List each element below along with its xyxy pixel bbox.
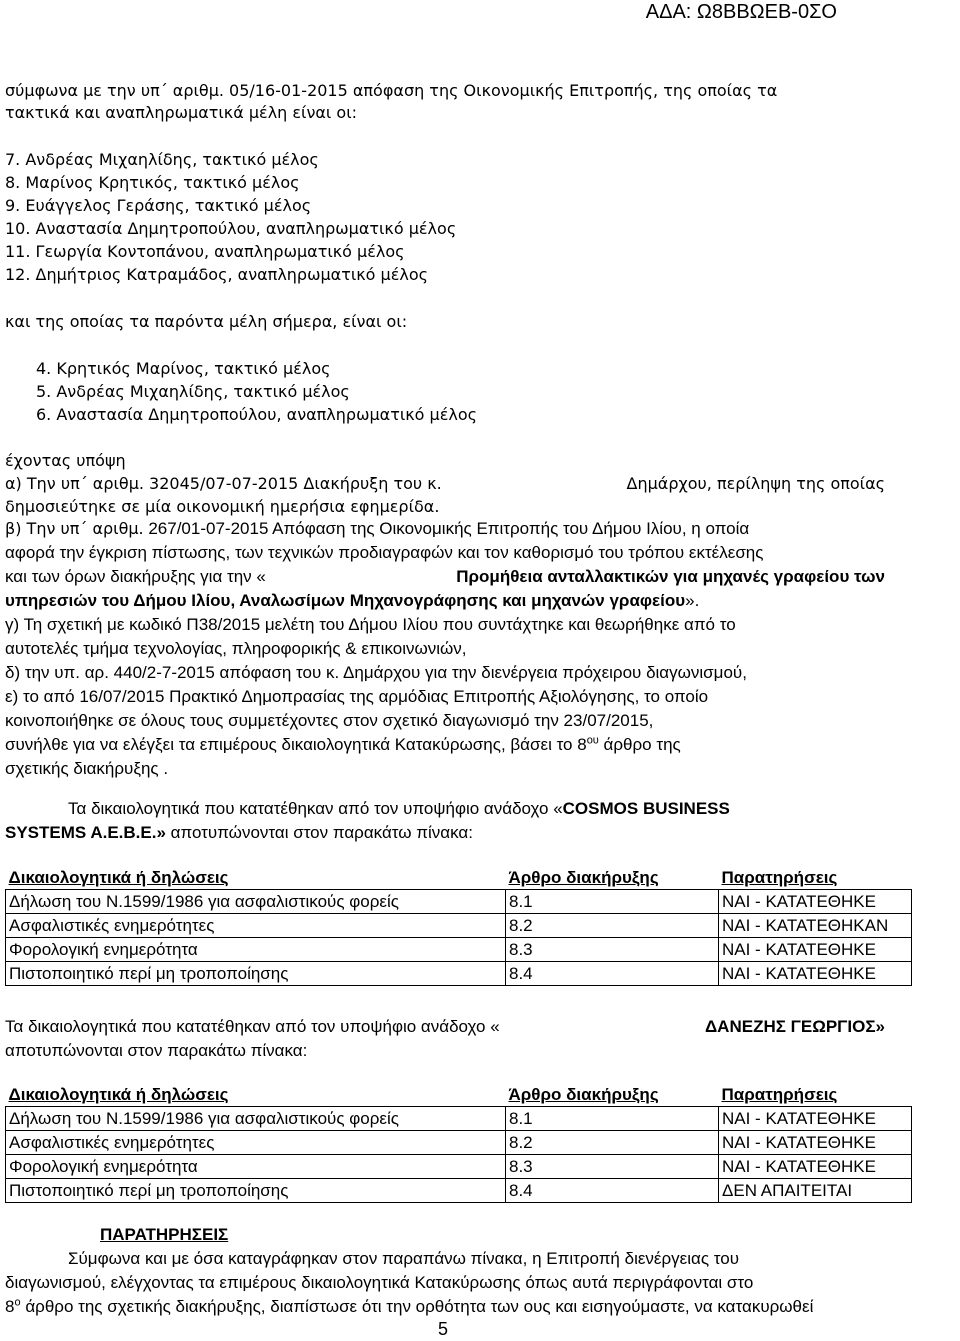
remarks-line-2: διαγωνισμού, ελέγχοντας τα επιμέρους δικαιολογητικά Κατακύρωσης όπως αυτά περιγράφονται στο xyxy=(5,1273,754,1292)
table-cell: Πιστοποιητικό περί μη τροποποίησης xyxy=(6,1179,506,1203)
danezis-line-2: αποτυπώνονται στον παρακάτω πίνακα: xyxy=(5,1041,308,1060)
table-cell: ΔΕΝ ΑΠΑΙΤΕΙΤΑΙ xyxy=(719,1179,912,1203)
item-e-line-1: ε) το από 16/07/2015 Πρακτικό Δημοπρασίας της αρμόδιας Επιτροπής Αξιολόγησης, το οποίο xyxy=(5,687,709,706)
table-cell: ΝΑΙ - ΚΑΤΑΤΕΘΗΚΕ xyxy=(719,1131,912,1155)
item-b-line-4 xyxy=(5,589,699,613)
item-c-line-2: αυτοτελές τμήμα τεχνολογίας, πληροφορικής & επικοινωνιών, xyxy=(5,639,467,658)
table-row xyxy=(6,938,912,962)
list-item: 5. Ανδρέας Μιχαηλίδης, τακτικό μέλος xyxy=(36,382,350,401)
documents-table-cosmos xyxy=(5,866,912,986)
list-item: 8. Μαρίνος Κρητικός, τακτικό μέλος xyxy=(5,173,300,192)
item-a-part-1: α) Την υπ΄ αριθμ. 32045/07-07-2015 Διακήρυξη του κ. xyxy=(5,474,442,493)
procurement-title: υπηρεσιών του Δήμου Ιλίου, Αναλωσίμων Μηχανογράφησης και μηχανών γραφείου xyxy=(5,591,686,610)
table-cell: Φορολογική ενημερότητα xyxy=(6,938,506,962)
item-e-line-3 xyxy=(5,733,681,757)
item-b-end: ». xyxy=(685,591,700,610)
item-b-text: και των όρων διακήρυξης για την « xyxy=(5,567,266,586)
considering-label: έχοντας υπόψη xyxy=(5,451,126,470)
table-header-row xyxy=(6,866,912,890)
cosmos-line-2 xyxy=(5,821,473,845)
remarks-line-3 xyxy=(5,1295,813,1319)
intro-line-2: τακτικά και αναπληρωματικά μέλη είναι οι: xyxy=(5,103,358,122)
item-b-prefix: β) Την υπ΄ αριθμ. xyxy=(5,519,144,538)
table-cell: ΝΑΙ - ΚΑΤΑΤΕΘΗΚΕ xyxy=(719,890,912,914)
item-a-line-2: δημοσιεύτηκε σε μία οικονομική ημερήσια εφημερίδα. xyxy=(5,497,440,516)
danezis-company: ΔΑΝΕΖΗΣ ΓΕΩΡΓΙΟΣ» xyxy=(704,1017,885,1036)
list-item: 9. Ευάγγελος Γεράσης, τακτικό μέλος xyxy=(5,196,312,215)
table-row xyxy=(6,890,912,914)
item-c-line-1: γ) Τη σχετική με κωδικό Π38/2015 μελέτη του Δήμου Ιλίου που συντάχτηκε και θεωρήθηκε από το xyxy=(5,615,736,634)
table-cell: Πιστοποιητικό περί μη τροποποίησης xyxy=(6,962,506,986)
table-cell: 8.3 xyxy=(506,938,719,962)
table-cell: 8.4 xyxy=(506,962,719,986)
remarks-title: ΠΑΡΑΤΗΡΗΣΕΙΣ xyxy=(100,1225,229,1244)
table-cell: Ασφαλιστικές ενημερότητες xyxy=(6,914,506,938)
documents-table-danezis xyxy=(5,1083,912,1203)
ordinal-suffix: ο xyxy=(14,1296,21,1309)
cosmos-text: αποτυπώνονται στον παρακάτω πίνακα: xyxy=(165,823,473,842)
table-cell: ΝΑΙ - ΚΑΤΑΤΕΘΗΚΕ xyxy=(719,1155,912,1179)
item-e-line-2: κοινοποιήθηκε σε όλους τους συμμετέχοντες στον σχετικό διαγωνισμό την 23/07/2015, xyxy=(5,711,654,730)
page-number: 5 xyxy=(438,1319,449,1339)
cosmos-company: COSMOS BUSINESS xyxy=(562,799,730,818)
column-header: Δικαιολογητικά ή δηλώσεις xyxy=(6,866,506,890)
list-item: 6. Αναστασία Δημητροπούλου, αναπληρωματικό μέλος xyxy=(36,405,478,424)
ada-header: ΑΔΑ: Ω8ΒΒΩΕΒ-0ΣΟ xyxy=(645,1,837,23)
item-e-line-4: σχετικής διακήρυξης . xyxy=(5,759,169,778)
table-cell: Ασφαλιστικές ενημερότητες xyxy=(6,1131,506,1155)
item-b-line-3 xyxy=(5,565,885,589)
list-item: 10. Αναστασία Δημητροπούλου, αναπληρωματικό μέλος xyxy=(5,219,457,238)
table-row xyxy=(6,914,912,938)
column-header: Άρθρο διακήρυξης xyxy=(506,1083,719,1107)
table-header-row xyxy=(6,1083,912,1107)
remarks-line-1: Σύμφωνα και με όσα καταγράφηκαν στον παραπάνω πίνακα, η Επιτροπή διενέργειας του xyxy=(68,1249,740,1268)
item-a-line-1 xyxy=(5,473,885,495)
table-cell: 8.1 xyxy=(506,1107,719,1131)
cosmos-company: SYSTEMS A.E.B.E.» xyxy=(5,823,166,842)
column-header: Δικαιολογητικά ή δηλώσεις xyxy=(6,1083,506,1107)
table-cell: ΝΑΙ - ΚΑΤΑΤΕΘΗΚΕ xyxy=(719,1107,912,1131)
item-b-line-1 xyxy=(5,517,749,541)
table-row xyxy=(6,1179,912,1203)
list-item: 12. Δημήτριος Κατραμάδος, αναπληρωματικό μέλος xyxy=(5,265,429,284)
table-cell: ΝΑΙ - ΚΑΤΑΤΕΘΗΚΑΝ xyxy=(719,914,912,938)
danezis-text: Τα δικαιολογητικά που κατατέθηκαν από τον υποψήφιο ανάδοχο « xyxy=(5,1017,500,1036)
table-cell: Φορολογική ενημερότητα xyxy=(6,1155,506,1179)
remarks-text: άρθρο της σχετικής διακήρυξης, διαπίστωσε ότι την ορθότητα των ους και εισηγούμαστε, να κατακυρωθεί xyxy=(20,1297,814,1316)
list-item: 4. Κρητικός Μαρίνος, τακτικό μέλος xyxy=(36,359,331,378)
table-cell: 8.3 xyxy=(506,1155,719,1179)
table-cell: 8.2 xyxy=(506,1131,719,1155)
table-row xyxy=(6,1155,912,1179)
table-cell: ΝΑΙ - ΚΑΤΑΤΕΘΗΚΕ xyxy=(719,938,912,962)
table-cell: 8.1 xyxy=(506,890,719,914)
intro-line-1: σύμφωνα με την υπ΄ αριθμ. 05/16-01-2015 απόφαση της Οικονομικής Επιτροπής, της οποίας τα xyxy=(5,81,778,100)
column-header: Άρθρο διακήρυξης xyxy=(506,866,719,890)
list-item: 11. Γεωργία Κοντοπάνου, αναπληρωματικό μέλος xyxy=(5,242,405,261)
item-e-text: άρθρο της xyxy=(598,735,681,754)
list-item: 7. Ανδρέας Μιχαηλίδης, τακτικό μέλος xyxy=(5,150,319,169)
item-e-text: συνήλθε για να ελέγξει τα επιμέρους δικαιολογητικά Κατακύρωσης, βάσει το 8 xyxy=(5,735,587,754)
table-cell: 8.2 xyxy=(506,914,719,938)
present-intro: και της οποίας τα παρόντα μέλη σήμερα, είναι οι: xyxy=(5,312,408,331)
procurement-title: Προμήθεια ανταλλακτικών για μηχανές γραφείου των xyxy=(456,567,885,586)
table-cell: Δήλωση του Ν.1599/1986 για ασφαλιστικούς φορείς xyxy=(6,890,506,914)
column-header: Παρατηρήσεις xyxy=(719,866,912,890)
ordinal-suffix: ου xyxy=(586,734,599,747)
table-cell: 8.4 xyxy=(506,1179,719,1203)
table-row xyxy=(6,1131,912,1155)
cosmos-line-1 xyxy=(68,797,730,821)
danezis-line-1 xyxy=(5,1015,885,1039)
table-row xyxy=(6,962,912,986)
item-b-text: 267/01-07-2015 Απόφαση της Οικονομικής Επιτροπής του Δήμου Ιλίου, η οποία xyxy=(143,519,750,538)
item-b-line-2: αφορά την έγκριση πίστωσης, των τεχνικών προδιαγραφών και τον καθορισμό του τρόπου εκτέλεσης xyxy=(5,543,764,562)
item-d-line-1: δ) την υπ. αρ. 440/2-7-2015 απόφαση του κ. Δημάρχου για την διενέργεια πρόχειρου διαγωνισμού, xyxy=(5,663,747,682)
table-cell: Δήλωση του Ν.1599/1986 για ασφαλιστικούς φορείς xyxy=(6,1107,506,1131)
item-a-part-2: Δημάρχου, περίληψη της οποίας xyxy=(626,474,885,493)
table-cell: ΝΑΙ - ΚΑΤΑΤΕΘΗΚΕ xyxy=(719,962,912,986)
remarks-text: 8 xyxy=(5,1297,15,1316)
cosmos-text: Τα δικαιολογητικά που κατατέθηκαν από τον υποψήφιο ανάδοχο « xyxy=(68,799,563,818)
table-row xyxy=(6,1107,912,1131)
column-header: Παρατηρήσεις xyxy=(719,1083,912,1107)
